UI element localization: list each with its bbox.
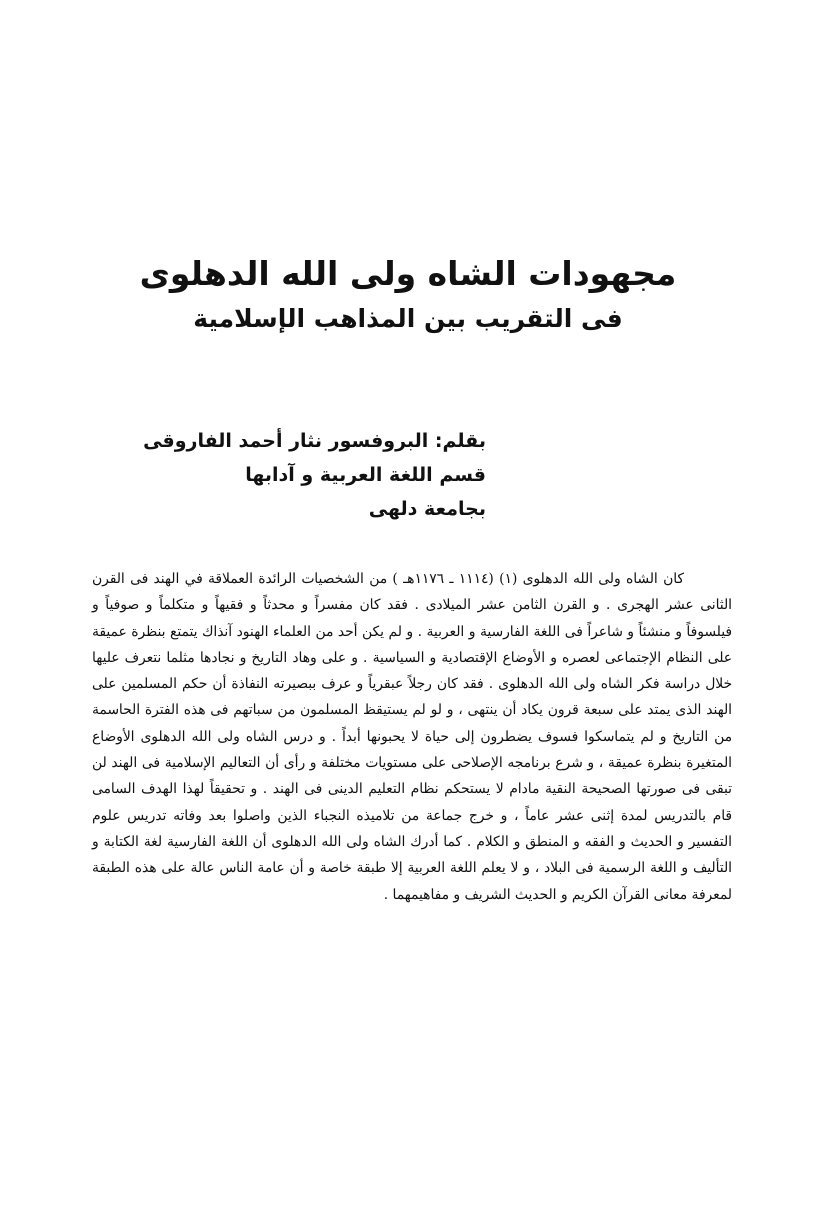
body-paragraph: كان الشاه ولى الله الدهلوى (١) (١١١٤ ـ ١١٧٦هـ ) من الشخصيات الرائدة العملاقة في الهند فى القرن الثانى عشر الهجرى . و القرن الثامن عشر الميلادى . فقد كان مفسراً و محدثاً و فقيهاً و متكلماً و صوفياً و فيلسوفاً و منشئاً و شاعراً فى اللغة الفارسية و العربية . و لم يكن أحد من العلماء الهنود آنذاك يتمتع بنظرة عميقة على النظام الإجتماعى لعصره و الأوضاع الإقتصادية و السياسية . و على وهاد التاريخ و نجادها مثلما نتعرف عليها خلال دراسة فكر الشاه ولى الله الدهلوى . فقد كان رجلاً عبقرياً و عرف ببصيرته النفاذة أن حكم المسلمين على الهند الذى يمتد على سبعة قرون يكاد أن ينتهى ، و لو لم يستيقظ المسلمون من سباتهم فى هذه الفترة الحاسمة من التاريخ و لم يتماسكوا فسوف يضطرون إلى حياة لا يحبونها أبداً . و درس الشاه ولى الله الدهلوى الأوضاع المتغيرة بنظرة عميقة ، و شرع برنامجه الإصلاحى على مستويات مختلفة و رأى أن التعاليم الإسلامية فى الهند لن تبقى فى صورتها الصحيحة النقية مادام لا يستحكم نظام التعليم الدينى فى الهند . و تحقيقاً لهذا الهدف السامى قام بالتدريس لمدة إثنى عشر عاماً ، و خرج جماعة من تلاميذه النجباء الذين واصلوا بعد وفاته تدريس علوم التفسير و الحديث و الفقه و المنطق و الكلام . كما أدرك الشاه ولى الله الدهلوى أن اللغة الفارسية لغة الكتابة و التأليف و اللغة الرسمية فى البلاد ، و لا يعلم اللغة العربية إلا طبقة خاصة و أن عامة الناس عالة على هذه الطبقة لمعرفة معانى القرآن الكريم و الحديث الشريف و مفاهيمهما . xyxy=(92,571,732,903)
author-block xyxy=(106,424,486,526)
title-block xyxy=(100,250,716,338)
author-university: بجامعة دلهى xyxy=(368,498,486,520)
article-title: مجهودات الشاه ولى الله الدهلوى xyxy=(139,254,677,293)
author-department: قسم اللغة العربية و آدابها xyxy=(245,464,486,486)
body-text xyxy=(92,566,732,908)
author-byline: بقلم: البروفسور نثار أحمد الفاروقى xyxy=(143,430,486,452)
article-subtitle: فى التقريب بين المذاهب الإسلامية xyxy=(193,304,623,333)
